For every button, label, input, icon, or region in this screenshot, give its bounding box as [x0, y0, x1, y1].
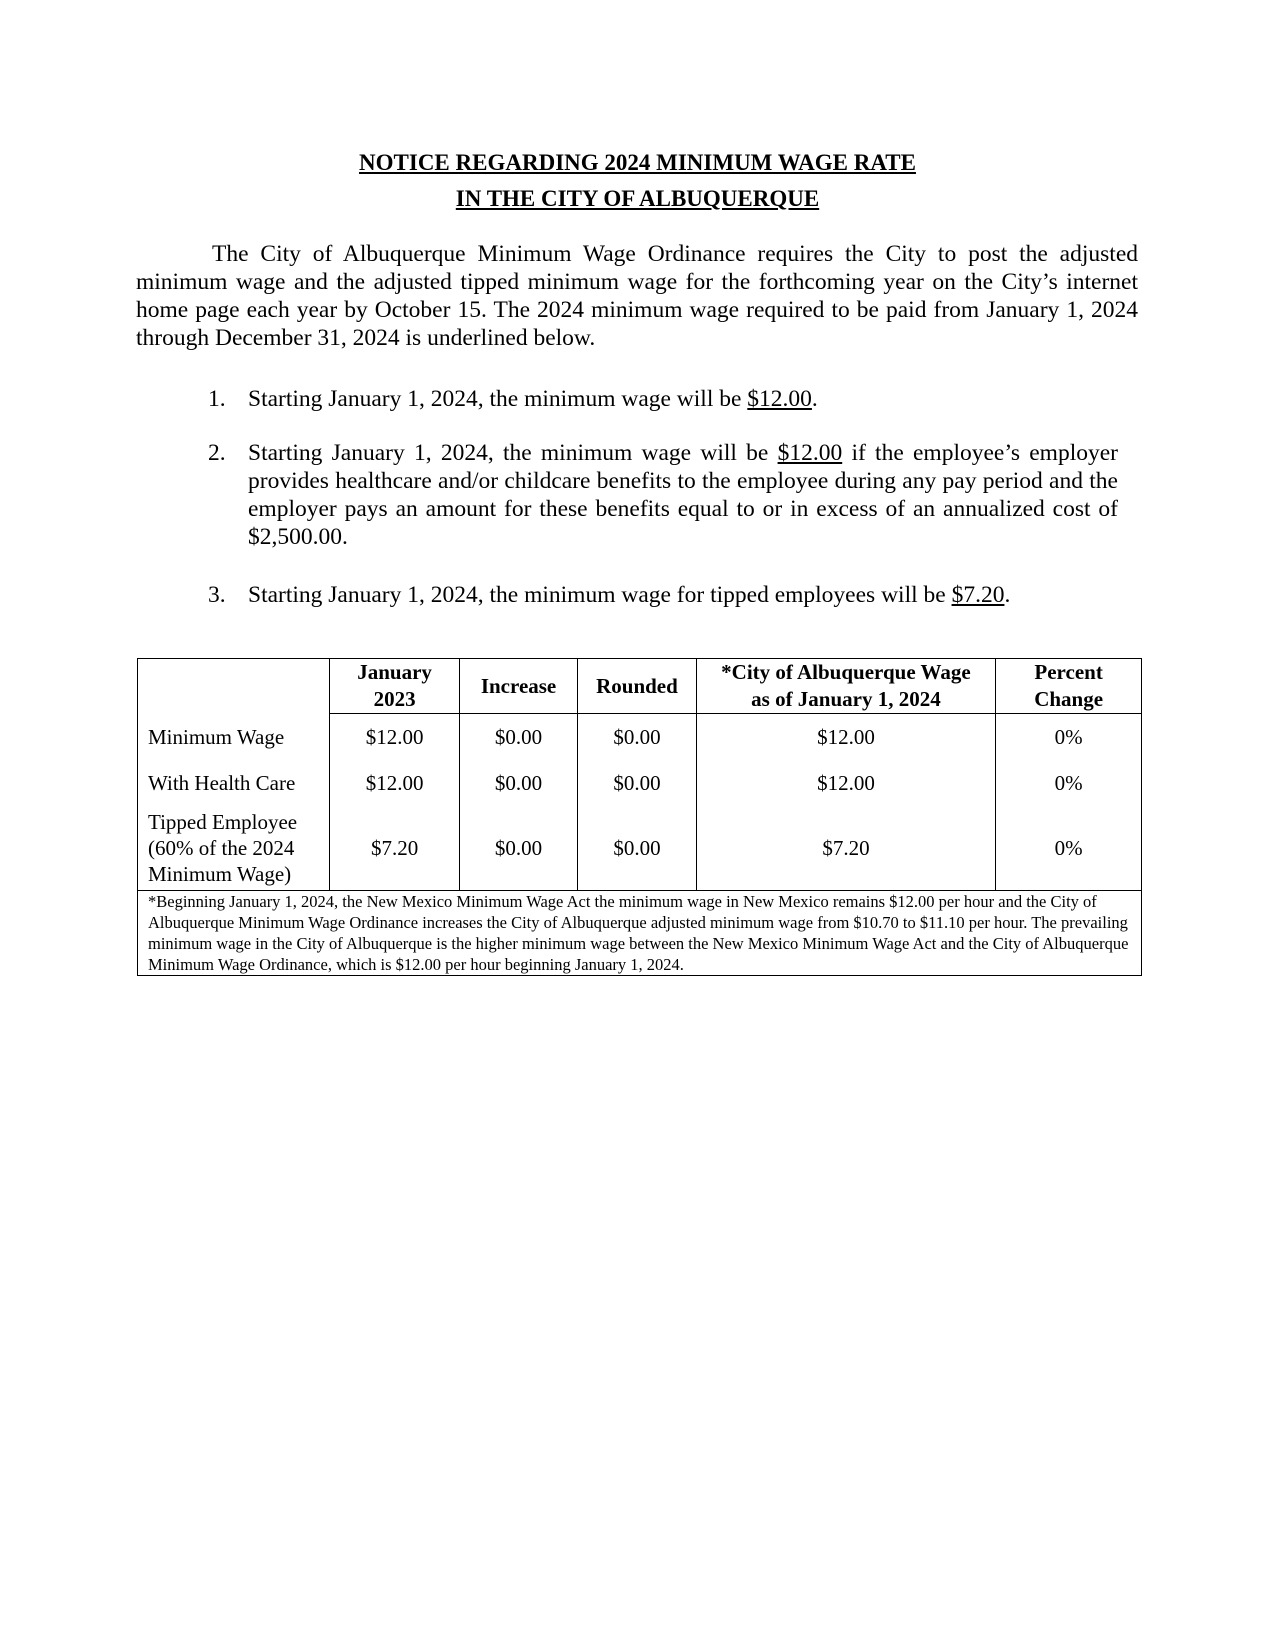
- header-rounded: Rounded: [578, 659, 696, 714]
- list-item-text: Starting January 1, 2024, the minimum wage for tipped employees will be: [248, 582, 952, 608]
- list-item-number: 3.: [208, 582, 226, 608]
- notice-title-line1: NOTICE REGARDING 2024 MINIMUM WAGE RATE: [359, 150, 916, 175]
- cell-percent-change: 0%: [996, 714, 1142, 761]
- table-footnote-row: [138, 891, 1142, 976]
- row-label: Minimum Wage: [138, 714, 330, 761]
- wage-amount: $12.00: [777, 440, 843, 466]
- table-header-empty: [138, 659, 330, 714]
- list-item-text: Starting January 1, 2024, the minimum wage will be: [248, 386, 748, 412]
- cell-rounded: $0.00: [578, 806, 696, 891]
- table-row: [138, 714, 1142, 761]
- cell-increase: $0.00: [459, 760, 577, 806]
- header-percent-change: Percent Change: [996, 659, 1142, 714]
- cell-january-2023: $12.00: [330, 714, 460, 761]
- cell-rounded: $0.00: [578, 760, 696, 806]
- notice-title-line2: IN THE CITY OF ALBUQUERQUE: [455, 186, 820, 211]
- wage-amount: $7.20: [951, 582, 1005, 608]
- list-item-text-end: if the employee’s employer provides healthcare and/or childcare benefits to the employee during any pay period and the employer pays an amount for these benefits equal to or in excess of an annualized cost of $2,500.00.: [248, 440, 1118, 550]
- cell-january-2023: $7.20: [330, 806, 460, 891]
- header-increase: Increase: [459, 659, 577, 714]
- cell-rounded: $0.00: [578, 714, 696, 761]
- table-row: [138, 806, 1142, 891]
- cell-percent-change: 0%: [996, 806, 1142, 891]
- table-footnote: *Beginning January 1, 2024, the New Mexico Minimum Wage Act the minimum wage in New Mexico remains $12.00 per hour and the City of Albuquerque Minimum Wage Ordinance increases the City of Albuquerque adjusted minimum wage from $10.70 to $11.10 per hour. The prevailing minimum wage in the City of Albuquerque is the higher minimum wage between the New Mexico Minimum Wage Act and the City of Albuquerque Minimum Wage Ordinance, which is $12.00 per hour beginning January 1, 2024.: [138, 891, 1142, 976]
- cell-increase: $0.00: [459, 806, 577, 891]
- wage-amount: $12.00: [747, 386, 812, 412]
- header-january-2023: January 2023: [330, 659, 460, 714]
- list-item-text-end: .: [1004, 582, 1011, 608]
- cell-city-wage: $7.20: [696, 806, 996, 891]
- list-item-number: 1.: [208, 386, 226, 412]
- list-item-number: 2.: [208, 440, 226, 466]
- cell-city-wage: $12.00: [696, 714, 996, 761]
- list-item: [208, 439, 1118, 551]
- cell-january-2023: $12.00: [330, 760, 460, 806]
- intro-paragraph: The City of Albuquerque Minimum Wage Ordinance requires the City to post the adjusted minimum wage and the adjusted tipped minimum wage for the forthcoming year on the City’s internet home page each year by October 15. The 2024 minimum wage required to be paid from January 1, 2024 through December 31, 2024 is underlined below.: [136, 241, 1138, 351]
- list-item: [208, 385, 1118, 413]
- row-label: Tipped Employee (60% of the 2024 Minimum Wage): [138, 806, 330, 891]
- cell-increase: $0.00: [459, 714, 577, 761]
- cell-percent-change: 0%: [996, 760, 1142, 806]
- wage-table: [137, 658, 1142, 976]
- list-item: [208, 581, 1118, 609]
- table-header-row: [138, 659, 1142, 714]
- header-city-wage: *City of Albuquerque Wage as of January 1, 2024: [696, 659, 996, 714]
- row-label: With Health Care: [138, 760, 330, 806]
- list-item-text: Starting January 1, 2024, the minimum wage will be: [248, 440, 778, 466]
- cell-city-wage: $12.00: [696, 760, 996, 806]
- list-item-text-end: .: [811, 386, 818, 412]
- table-row: [138, 760, 1142, 806]
